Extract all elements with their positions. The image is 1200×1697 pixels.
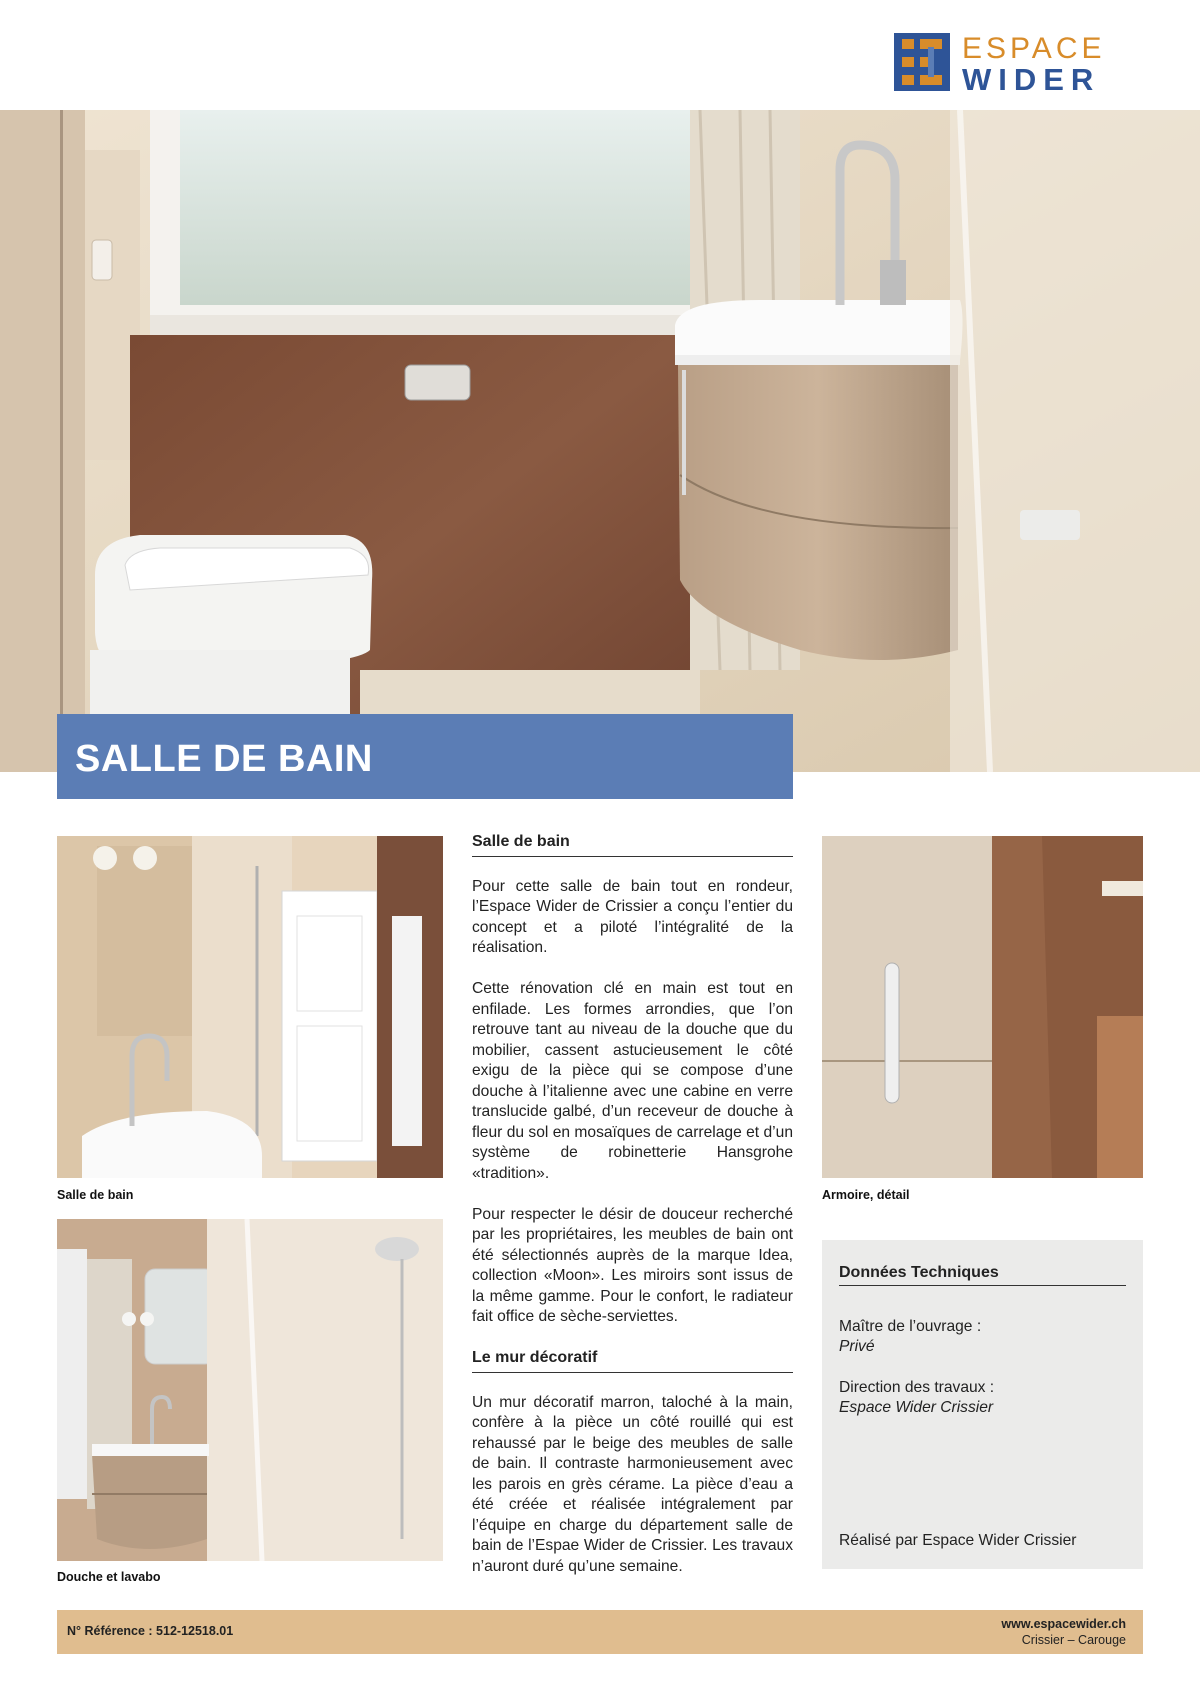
page-title-band [57, 714, 793, 799]
article-heading-salle-de-bain: Salle de bain [472, 832, 793, 857]
tech-direction-value: Espace Wider Crissier [839, 1399, 994, 1416]
page-title: SALLE DE BAIN [75, 738, 373, 780]
espace-wider-logo [894, 32, 1144, 97]
tech-owner-label: Maître de l’ouvrage : [839, 1318, 982, 1335]
caption-salle-de-bain: Salle de bain [57, 1188, 134, 1202]
article-paragraph-2: Cette rénovation clé en main est tout en enfilade. Les formes arrondies, que l’on retrouve tant au niveau de la douche que du mobilier, cassent astucieusement le côté exigu de la pièce qui se compose d’une douche à l’italienne avec une cabine en verre translucide galbé, d’un receveur de douche à fleur du sol en mosaïques de carrelage et d’un système de robinetterie Hansgrohe «tradition». [472, 980, 793, 1182]
footer-bar [57, 1610, 1143, 1654]
article-paragraph-3: Pour respecter le désir de douceur recherché par les propriétaires, les meubles de bain ont été sélectionnés auprès de la marque Idea, collection «Moon». Les miroirs sont issus de la même gamme. Pour le confort, le radiateur fait office de sèche-serviettes. [472, 1205, 793, 1325]
tech-heading: Données Techniques [839, 1264, 1126, 1286]
logo-wordmark [962, 33, 1106, 96]
photo-cabinet-detail [822, 836, 1143, 1178]
article-paragraph-4: Un mur décoratif marron, taloché à la main, confère à la pièce un côté rouillé qui est rehaussé par le beige des meubles de salle de bain. Il contraste harmonieusement avec les parois en grès cérame. La pièce d’eau a été créée et réalisée intégralement par l’équipe en charge du département salle de bain de l’Espae Wider de Crissier. Les travaux n’auront duré qu’une semaine. [472, 1393, 793, 1575]
footer-reference: N° Référence : 512-12518.01 [67, 1624, 234, 1638]
photo-shower-and-sink [57, 1219, 443, 1561]
logo-word-wider: WIDER [962, 62, 1101, 97]
caption-douche-et-lavabo: Douche et lavabo [57, 1570, 161, 1584]
photo-bathroom-overview [57, 836, 443, 1178]
tech-credit: Réalisé par Espace Wider Crissier [839, 1532, 1077, 1549]
technical-data-box [822, 1240, 1143, 1569]
article-paragraph-1: Pour cette salle de bain tout en rondeur, l’Espace Wider de Crissier a conçu l’entier du concept et a piloté l’intégralité de la réalisation. [472, 877, 793, 956]
footer-website-link[interactable]: www.espacewider.ch [1001, 1617, 1126, 1631]
article-column [472, 832, 793, 1577]
tech-direction-label: Direction des travaux : [839, 1379, 995, 1396]
article-heading-mur-decoratif: Le mur décoratif [472, 1348, 793, 1373]
caption-armoire-detail: Armoire, détail [822, 1188, 910, 1202]
footer-locations: Crissier – Carouge [1021, 1633, 1126, 1647]
logo-mark-icon [894, 33, 950, 91]
hero-bathroom-photo [0, 110, 1200, 772]
tech-owner-value: Privé [839, 1338, 875, 1355]
logo-word-espace: ESPACE [962, 32, 1106, 65]
